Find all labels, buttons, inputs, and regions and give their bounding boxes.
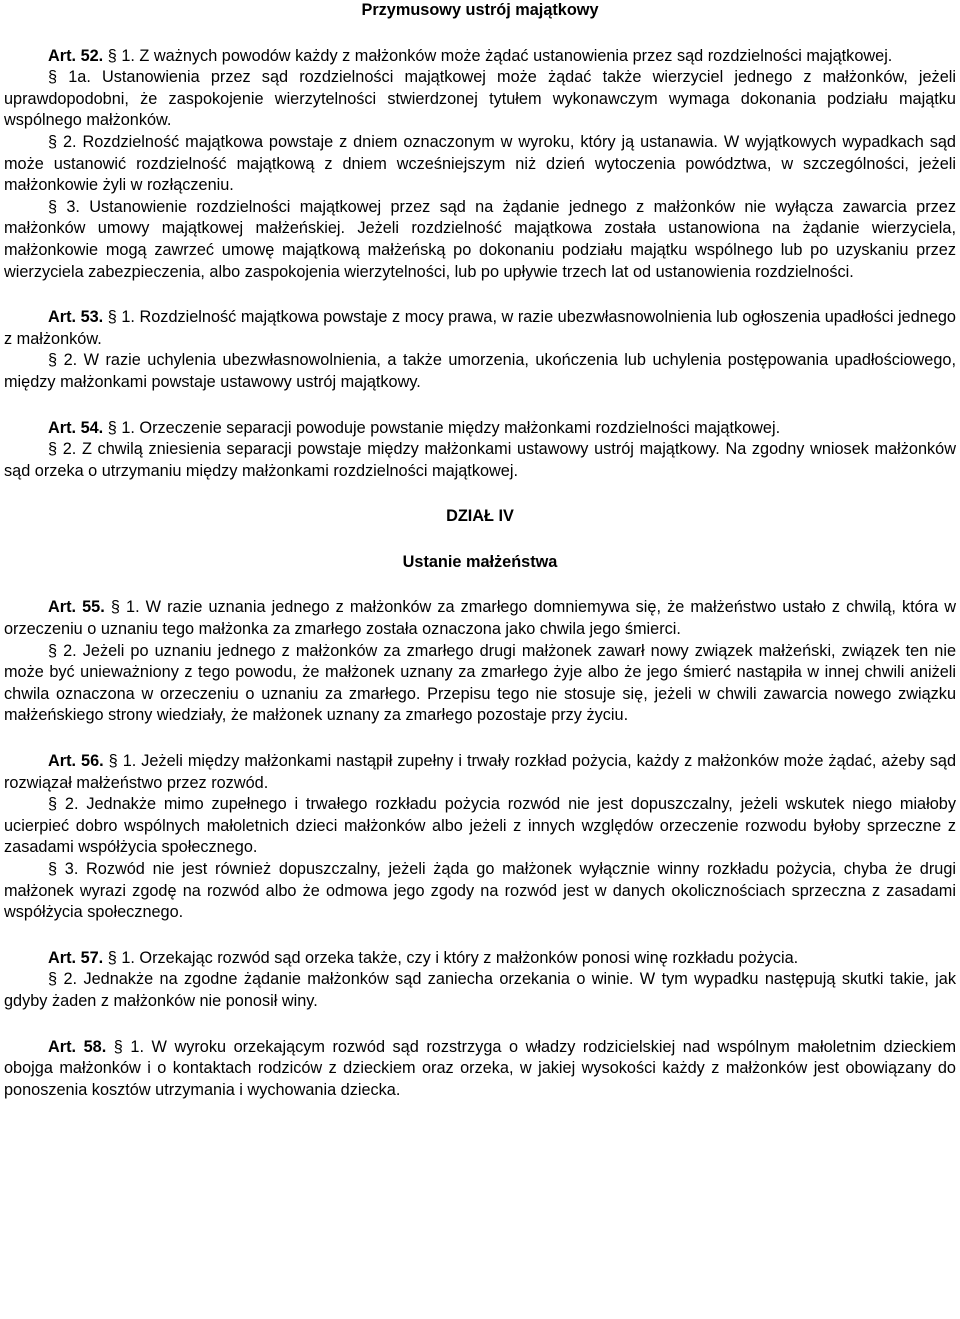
- section-title: Przymusowy ustrój majątkowy: [361, 1, 599, 19]
- section-symbol: §: [48, 440, 58, 459]
- paragraph-text: 3. Rozwód nie jest również dopuszczalny, jeżeli żąda go małżonek wyłącznie winny rozkładu pożycia, chyba że drugi małżonek wyrazi zgodę na rozwód albo że odmowa jego zgody na rozwód jest w danych okolicznościach sprzeczna z zasadami współżycia społecznego.: [4, 860, 956, 922]
- section-symbol: §: [107, 46, 117, 65]
- articles-group-a: [4, 46, 956, 483]
- section-symbol: §: [108, 752, 118, 771]
- paragraph-text: 1. W wyroku orzekającym rozwód sąd rozstrzyga o władzy rodzicielskiej nad wspólnym małoletnim dzieckiem obojga małżonków i o kontaktach rodziców z dzieckiem oraz orzeka, w jakiej wysokości każdy z małżonków jest obowiązany do ponoszenia kosztów utrzymania i wychowania dziecka.: [4, 1037, 957, 1099]
- section-symbol: §: [48, 197, 58, 216]
- paragraph-text: 2. Z chwilą zniesienia separacji powstaje między małżonkami ustawowy ustrój majątkowy. Na zgodny wniosek małżonków sąd orzeka o utrzymaniu między małżonkami rozdzielności majątkowej.: [4, 440, 956, 480]
- section-symbol: §: [48, 68, 58, 87]
- article-paragraph: [4, 46, 956, 68]
- art-56: [4, 751, 956, 924]
- article-paragraph: [4, 350, 956, 393]
- paragraph-text: 1. W razie uznania jednego z małżonków za zmarłego domniemywa się, że małżeństwo ustało z chwilą, która w orzeczeniu o uznaniu tego małżonka za zmarłego została oznaczona jako chwila jego śmierci.: [4, 598, 957, 639]
- article-paragraph: [4, 794, 956, 859]
- article-paragraph: [4, 132, 956, 197]
- art-54: [4, 418, 956, 483]
- article-paragraph: [4, 597, 956, 640]
- article-paragraph: [4, 197, 956, 283]
- article-paragraph: [4, 859, 956, 924]
- section-symbol: §: [48, 132, 58, 151]
- articles-group-b: [4, 597, 956, 1101]
- section-symbol: §: [107, 948, 117, 967]
- article-label: Art. 55.: [48, 598, 105, 617]
- paragraph-text: 1. Jeżeli między małżonkami nastąpił zupełny i trwały rozkład pożycia, każdy z małżonków może żądać, ażeby sąd rozwiązał małżeństwo przez rozwód.: [4, 752, 957, 792]
- paragraph-text: 1a. Ustanowienia przez sąd rozdzielności majątkowej może żądać także wierzyciel jednego z małżonków, jeżeli uprawdopodobni, że zaspokojenie wierzytelności stwierdzonej tytułem wykonawczym wymaga dokonania podziału majątku wspólnego małżonków.: [4, 68, 956, 130]
- article-label: Art. 54.: [48, 418, 104, 437]
- art-57: [4, 948, 956, 1013]
- article-paragraph: [4, 1037, 956, 1102]
- section-symbol: §: [48, 795, 58, 814]
- section-symbol: §: [107, 308, 117, 327]
- paragraph-text: 1. Rozdzielność majątkowa powstaje z mocy prawa, w razie ubezwłasnowolnienia lub ogłoszenia upadłości jednego z małżonków.: [4, 308, 956, 348]
- paragraph-text: 2. Rozdzielność majątkowa powstaje z dniem oznaczonym w wyroku, który ją ustanawia. W wyjątkowych wypadkach sąd może ustanowić rozdzielność majątkową z dniem wcześniejszym niż dzień wytoczenia powództwa, w szczególności, jeżeli małżonkowie żyli w rozłączeniu.: [4, 132, 956, 195]
- article-paragraph: [4, 307, 956, 350]
- paragraph-text: 2. Jeżeli po uznaniu jednego z małżonków za zmarłego drugi małżonek zawarł nowy związek małżeński, związek ten nie może być unieważniony z tego powodu, że małżonek uznany za zmarłego żyje albo że jego śmierć nastąpiła w innej chwili aniżeli chwila oznaczona w orzeczeniu o uznaniu za zmarłego. Przepisu tego nie stosuje się, jeżeli w chwili zawarcia nowego związku małżeńskiego strony wiedziały, że małżonek uznany za zmarłego pozostaje przy życiu.: [4, 641, 956, 725]
- section-symbol: §: [48, 970, 58, 989]
- section-symbol: §: [113, 1037, 123, 1056]
- division-title: Ustanie małżeństwa: [402, 552, 558, 571]
- section-symbol: §: [107, 418, 117, 437]
- paragraph-text: 2. W razie uchylenia ubezwłasnowolnienia, a także umorzenia, ukończenia lub uchylenia postępowania upadłościowego, między małżonkami powstaje ustawowy ustrój majątkowy.: [4, 351, 956, 391]
- division-heading: DZIAŁ IV: [446, 507, 514, 526]
- paragraph-text: 2. Jednakże na zgodne żądanie małżonków sąd zaniecha orzekania o winie. W tym wypadku następują skutki takie, jak gdyby żaden z małżonków nie ponosił winy.: [4, 970, 956, 1010]
- art-53: [4, 307, 956, 393]
- art-55: [4, 597, 956, 727]
- art-52: [4, 46, 956, 284]
- article-label: Art. 52.: [48, 46, 104, 65]
- article-label: Art. 58.: [48, 1037, 107, 1056]
- paragraph-text: 2. Jednakże mimo zupełnego i trwałego rozkładu pożycia rozwód nie jest dopuszczalny, jeżeli wskutek niego miałoby ucierpieć dobro wspólnych małoletnich dzieci małżonków albo jeżeli z innych względów orzeczenie rozwodu byłoby sprzeczne z zasadami współżycia społecznego.: [4, 795, 956, 857]
- paragraph-text: 1. Z ważnych powodów każdy z małżonków może żądać ustanowienia przez sąd rozdzielności majątkowej.: [121, 46, 893, 65]
- article-paragraph: [4, 418, 956, 440]
- article-paragraph: [4, 751, 956, 794]
- article-paragraph: [4, 641, 956, 727]
- article-paragraph: [4, 948, 956, 970]
- art-58: [4, 1037, 956, 1102]
- article-label: Art. 53.: [48, 308, 104, 327]
- paragraph-text: 1. Orzekając rozwód sąd orzeka także, czy i który z małżonków ponosi winę rozkładu pożycia.: [121, 948, 799, 967]
- article-paragraph: [4, 67, 956, 132]
- article-paragraph: [4, 969, 956, 1012]
- paragraph-text: 3. Ustanowienie rozdzielności majątkowej przez sąd na żądanie jednego z małżonków nie wyłącza zawarcia przez małżonków umowy majątkowej małżeńskiej. Jeżeli rozdzielność majątkowa została ustanowiona na żądanie wierzyciela, małżonkowie mogą zawrzeć umowę majątkową małżeńską po dokonaniu podziału majątku wspólnego lub po uzyskaniu przez wierzyciela zabezpieczenia, albo zaspokojenia wierzytelności, lub po upływie trzech lat od ustanowienia rozdzielności.: [4, 197, 956, 281]
- paragraph-text: 1. Orzeczenie separacji powoduje powstanie między małżonkami rozdzielności majątkowej.: [121, 418, 781, 437]
- article-label: Art. 56.: [48, 752, 104, 771]
- section-symbol: §: [48, 641, 58, 660]
- article-label: Art. 57.: [48, 948, 104, 967]
- section-symbol: §: [48, 351, 58, 370]
- section-symbol: §: [48, 860, 58, 878]
- section-symbol: §: [110, 598, 120, 617]
- article-paragraph: [4, 439, 956, 482]
